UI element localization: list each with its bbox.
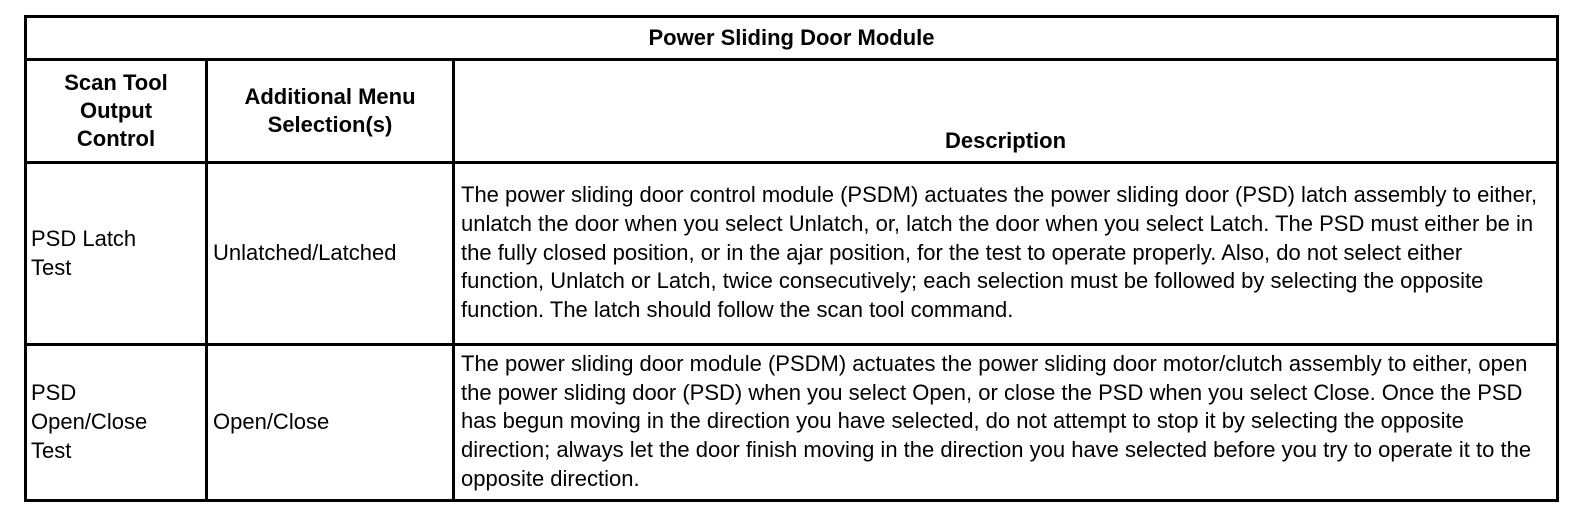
table-row [26, 345, 1558, 501]
table-title-row [26, 17, 1558, 60]
table-title: Power Sliding Door Module [26, 17, 1558, 60]
row-description: The power sliding door control module (PSDM) actuates the power sliding door (PSD) latch assembly to either, unlatch the door when you select Unlatch, or, latch the door when you select Latch. The PSD must either be in the fully closed position, or in the ajar position, for the test to operate properly. Also, do not select either function, Unlatch or Latch, twice consecutively; each selection must be followed by selecting the opposite function. The latch should follow the scan tool command. [454, 163, 1558, 345]
row-menu-selections: Open/Close [207, 345, 454, 501]
table-header-row [26, 60, 1558, 163]
header-menu-selections [207, 60, 454, 163]
table-row [26, 163, 1558, 345]
psd-module-table [24, 15, 1559, 502]
row-description: The power sliding door module (PSDM) actuates the power sliding door motor/clutch assembly to either, open the power sliding door (PSD) when you select Open, or close the PSD when you select Close. Once the PSD has begun moving in the direction you have selected, do not attempt to stop it by selecting the opposite direction; always let the door finish moving in the direction you have selected before you try to operate it to the opposite direction. [454, 345, 1558, 501]
row-output-control [26, 345, 207, 501]
header-output-control [26, 60, 207, 163]
header-output-control-label: Scan Tool Output Control [64, 70, 168, 151]
row-menu-selections: Unlatched/Latched [207, 163, 454, 345]
header-description: Description [454, 60, 1558, 163]
row-output-control [26, 163, 207, 345]
row-output-control-text: PSD Latch Test [31, 225, 137, 280]
header-menu-selections-label: Additional Menu Selection(s) [244, 84, 416, 137]
row-output-control-text: PSD Open/Close Test [31, 380, 148, 463]
